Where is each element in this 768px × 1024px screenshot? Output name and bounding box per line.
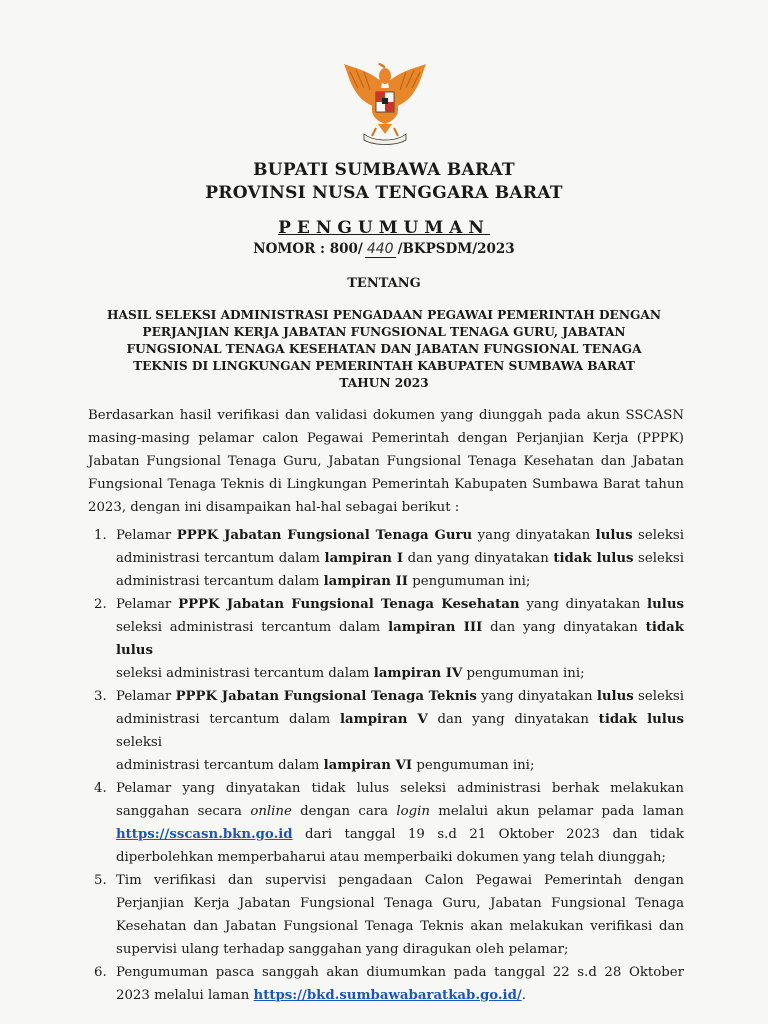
subject-line: TAHUN 2023 [339,376,429,390]
list-item: 3. Pelamar PPPK Jabatan Fungsional Tenaga Teknis yang dinyatakan lulus seleksi administrasi tercantum dalam lampiran V dan yang dinyatakan tidak lulus seleksi administrasi tercantum dalam lampiran VI pengumuman ini; [88,685,684,777]
subject-line: TEKNIS DI LINGKUNGAN PEMERINTAH KABUPATEN SUMBAWA BARAT [133,359,635,373]
list-item: 2. Pelamar PPPK Jabatan Fungsional Tenaga Kesehatan yang dinyatakan lulus seleksi administrasi tercantum dalam lampiran III dan yang dinyatakan tidak lulus seleksi administrasi tercantum dalam lampiran IV pengumuman ini; [88,593,684,685]
announcement-list [88,524,684,1007]
intro-line: 2023, dengan ini disampaikan hal-hal sebagai berikut : [88,500,460,515]
list-number: 3. [94,689,107,704]
list-item: 6. Pengumuman pasca sanggah akan diumumkan pada tanggal 22 s.d 28 Oktober 2023 melalui laman https://bkd.sumbawabaratkab.go.id/. [88,961,684,1007]
list-item: 4. Pelamar yang dinyatakan tidak lulus seleksi administrasi berhak melakukan sanggahan secara online dengan cara login melalui akun pelamar pada laman https://sscasn.bkn.go.id dari tanggal 19 s.d 21 Oktober 2023 dan tidak diperbolehkan memperbaharui atau memperbaiki dokumen yang telah diunggah; [88,777,684,869]
subject-title [0,307,768,392]
sscasn-link[interactable]: https://sscasn.bkn.go.id [116,827,293,842]
intro-line: masing-masing pelamar calon Pegawai Pemerintah dengan Perjanjian Kerja (PPPK) [88,431,684,446]
list-number: 2. [94,597,107,612]
list-item: 1. Pelamar PPPK Jabatan Fungsional Tenaga Guru yang dinyatakan lulus seleksi administrasi tercantum dalam lampiran I dan yang dinyatakan tidak lulus seleksi administrasi tercantum dalam lampiran II pengumuman ini; [88,524,684,593]
list-item: 5. Tim verifikasi dan supervisi pengadaan Calon Pegawai Pemerintah dengan Perjanjian Kerja Jabatan Fungsional Tenaga Guru, Jabatan Fungsional Tenaga Kesehatan dan Jabatan Fungsional Tenaga Teknis akan melakukan verifikasi dan supervisi ulang terhadap sanggahan yang diragukan oleh pelamar; [88,869,684,961]
list-number: 5. [94,873,107,888]
subject-line: HASIL SELEKSI ADMINISTRASI PENGADAAN PEGAWAI PEMERINTAH DENGAN [107,308,661,322]
intro-line: Berdasarkan hasil verifikasi dan validasi dokumen yang diunggah pada akun SSCASN [88,408,684,423]
garuda-emblem-icon [338,62,432,146]
subject-line: PERJANJIAN KERJA JABATAN FUNGSIONAL TENAGA GURU, JABATAN [142,325,626,339]
intro-line: Jabatan Fungsional Tenaga Guru, Jabatan Fungsional Tenaga Kesehatan dan Jabatan [88,454,684,469]
list-number: 6. [94,965,107,980]
document-number-suffix: /BKPSDM/2023 [397,241,515,257]
issuer-line-1: BUPATI SUMBAWA BARAT [253,160,515,180]
handwritten-number: 440 [366,241,394,257]
subject-line: FUNGSIONAL TENAGA KESEHATAN DAN JABATAN FUNGSIONAL TENAGA [126,342,642,356]
issuer-line-2: PROVINSI NUSA TENGGARA BARAT [205,183,563,203]
bkd-link[interactable]: https://bkd.sumbawabaratkab.go.id/ [253,988,522,1003]
announcement-title: PENGUMUMAN [278,218,490,238]
intro-paragraph [88,404,684,519]
subject-heading: TENTANG [347,276,421,291]
list-number: 4. [94,781,107,796]
intro-line: Fungsional Tenaga Teknis di Lingkungan Pemerintah Kabupaten Sumbawa Barat tahun [88,477,684,492]
document-number [0,241,768,258]
list-number: 1. [94,528,107,543]
document-number-prefix: NOMOR : 800/ [253,241,363,257]
